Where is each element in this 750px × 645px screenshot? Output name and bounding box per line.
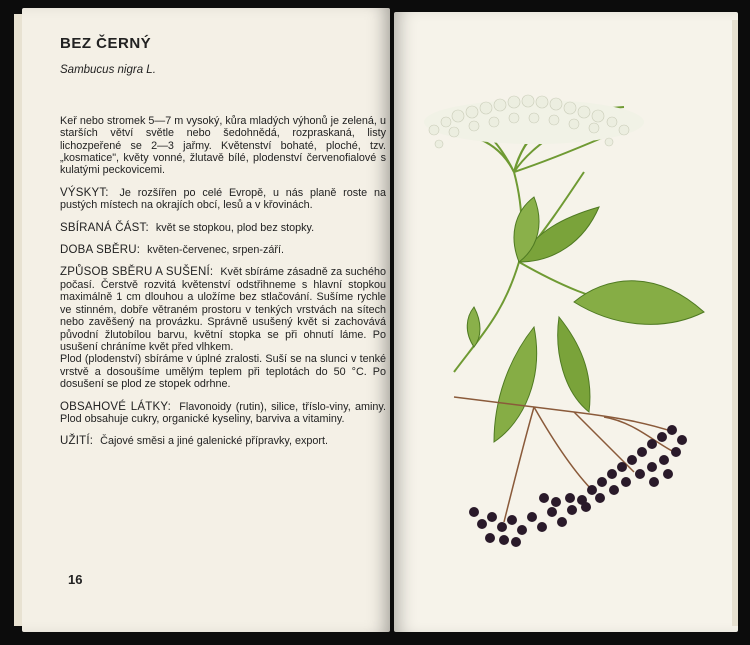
section-collection-method xyxy=(60,266,386,353)
flower-cluster xyxy=(424,95,644,148)
section-text: Květ sbíráme zásadně za suchého počasí. Čerstvě rozvitá květenství odstřihneme s hlavní stopkou maximálně 1 cm dlouhou a uložíme bez stlačování. Sušíme rychle ve stinném, dobře větraném prostoru v tenkých vrstvách na sítech nebo zavěšený na provázku. Správně usušený květ si zachovává původní žlutobílou barvu, květní stopka se při ohnutí láme. Po usušení chráníme květ před vlhkem. xyxy=(60,266,387,353)
book-spread xyxy=(14,8,738,636)
page-number: 16 xyxy=(68,572,83,587)
section-text: Je rozšířen po celé Evropě, u nás planě roste na pustých místech na okrajích obcí, lesů a v křovinách. xyxy=(60,186,386,212)
section-text: Plod (plodenství) sbíráme v úplné zralosti. Suší se na slunci v tenké vrstvě a dosoušíme umělým teplem při teplotách do 50 °C. Po dosušení se plod ze stopek odrhne. xyxy=(60,353,386,391)
leaves xyxy=(467,197,704,442)
left-page xyxy=(22,8,390,632)
section-collection-time xyxy=(60,244,386,256)
section-heading: SBÍRANÁ ČÁST: xyxy=(60,221,149,234)
section-constituents xyxy=(60,401,386,426)
section-text: Čajové směsi a jiné galenické přípravky, export. xyxy=(100,435,328,448)
section-heading: OBSAHOVÉ LÁTKY: xyxy=(60,400,171,413)
berries xyxy=(469,425,687,547)
latin-name: Sambucus nigra L. xyxy=(60,64,156,77)
page-title: BEZ ČERNÝ xyxy=(60,35,152,52)
description: Keř nebo stromek 5—7 m vysoký, kůra mladých výhonů je zelená, u starších větví světle nebo šedohnědá, rozpraskaná, listy lichozpeřené se 2—3 jařmy. Květenství bohaté, ploché, tzv. „kosmatice", květy vonné, žlutavě bílé, plodenství červenofialové s kulatými peckovicemi. xyxy=(60,114,386,177)
section-usage xyxy=(60,435,386,447)
section-text: květ se stopkou, plod bez stopky. xyxy=(155,221,315,234)
berry-stems xyxy=(454,397,674,522)
section-fruit-collection xyxy=(60,353,386,390)
section-heading: DOBA SBĚRU: xyxy=(60,244,141,257)
section-heading: ZPŮSOB SBĚRU A SUŠENÍ: xyxy=(60,266,214,279)
section-heading: UŽITÍ: xyxy=(60,435,94,448)
elderberry-illustration xyxy=(394,12,738,632)
text-column xyxy=(60,35,387,458)
section-occurrence xyxy=(60,187,386,212)
right-page xyxy=(394,12,738,632)
section-text: květen-červenec, srpen-září. xyxy=(147,244,284,257)
section-heading: VÝSKYT: xyxy=(60,186,109,199)
section-collected-part xyxy=(60,222,386,234)
section-text: Flavonoidy (rutin), silice, tříslo-viny, aminy. Plod obsahuje cukry, organické kyseliny, barviva a vitaminy. xyxy=(60,400,387,425)
